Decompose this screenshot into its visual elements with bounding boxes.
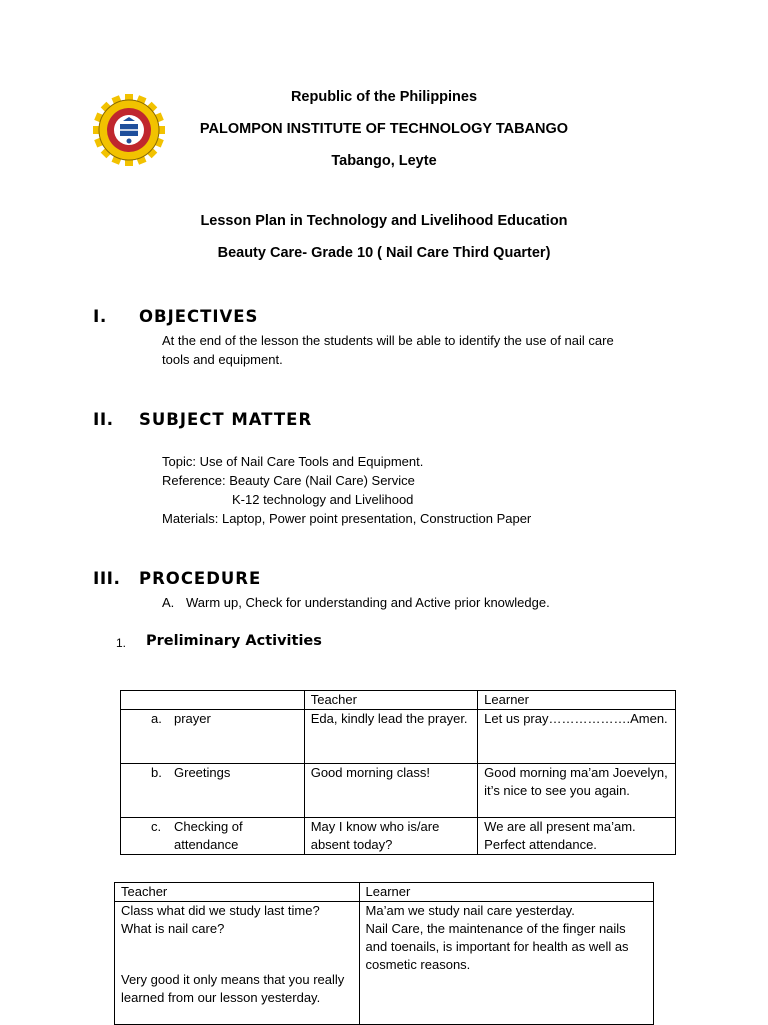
objectives-text-line1: At the end of the lesson the students will be able to identify the use of nail care [162,333,614,348]
learner-line: Nail Care, the maintenance of the finger nails and toenails, is important for health as well as cosmetic reasons. [365,921,629,972]
table-header-cell: Teacher [115,883,360,902]
table-row [121,764,676,818]
header-location: Tabango, Leyte [331,153,437,169]
learner-cell: Good morning ma’am Joevelyn, it’s nice to see you again. [478,764,676,818]
table-row [115,902,654,1025]
subject-reference-k12: K-12 technology and Livelihood [232,492,414,507]
teacher-cell: May I know who is/are absent today? [304,818,477,855]
preliminary-marker: 1. [116,636,127,650]
learner-cell: Let us pray……………….Amen. [478,710,676,764]
section-number-subject-matter: II. [93,410,114,430]
preliminary-activities-title: Preliminary Activities [146,633,322,649]
section-number-objectives: I. [93,307,107,327]
activity-marker: c. [151,819,162,834]
procedure-item-a-text: Warm up, Check for understanding and Active prior knowledge. [186,595,550,610]
lesson-plan-title: Lesson Plan in Technology and Livelihood Education [200,213,568,229]
teacher-cell: Eda, kindly lead the prayer. [304,710,477,764]
procedure-item-a-marker: A. [162,595,175,610]
preliminary-activities-table [120,690,676,855]
activity-cell [121,710,305,764]
teacher-line-blank [121,938,353,971]
teacher-line: Very good it only means that you really learned from our lesson yesterday. [121,972,345,1005]
subject-reference: Reference: Beauty Care (Nail Care) Service [162,473,415,488]
section-title-objectives: OBJECTIVES [139,307,259,326]
learner-cell [359,902,653,1025]
activity-marker: a. [151,711,162,726]
teacher-cell: Good morning class! [304,764,477,818]
table-header-cell: Teacher [304,691,477,710]
teacher-line: Class what did we study last time? [121,903,320,918]
review-table [114,882,654,1025]
header-institute: PALOMPON INSTITUTE OF TECHNOLOGY TABANGO [199,121,569,137]
subject-topic: Topic: Use of Nail Care Tools and Equipment. [162,454,424,469]
subject-materials: Materials: Laptop, Power point presentation, Construction Paper [162,511,532,526]
activity-label: Greetings [174,765,231,780]
table-header-cell [121,691,305,710]
table-row [121,818,676,855]
learner-line: Ma’am we study nail care yesterday. [365,903,575,918]
activity-label: Checking of attendance [174,819,243,852]
objectives-text-line2: tools and equipment. [162,352,283,367]
table-header-cell: Learner [359,883,653,902]
section-title-procedure: PROCEDURE [139,569,262,588]
section-number-procedure: III. [93,569,121,589]
teacher-cell [115,902,360,1025]
learner-cell: We are all present ma’am. Perfect attendance. [478,818,676,855]
activity-cell [121,764,305,818]
lesson-plan-subtitle: Beauty Care- Grade 10 ( Nail Care Third Quarter) [217,245,551,261]
teacher-line: What is nail care? [121,921,225,936]
table-header-row [121,691,676,710]
table-row [121,710,676,764]
header-republic: Republic of the Philippines [290,89,478,105]
section-title-subject-matter: SUBJECT MATTER [139,410,313,429]
table-header-cell: Learner [478,691,676,710]
table-header-row [115,883,654,902]
activity-cell [121,818,305,855]
activity-label: prayer [174,711,211,726]
activity-marker: b. [151,765,162,780]
